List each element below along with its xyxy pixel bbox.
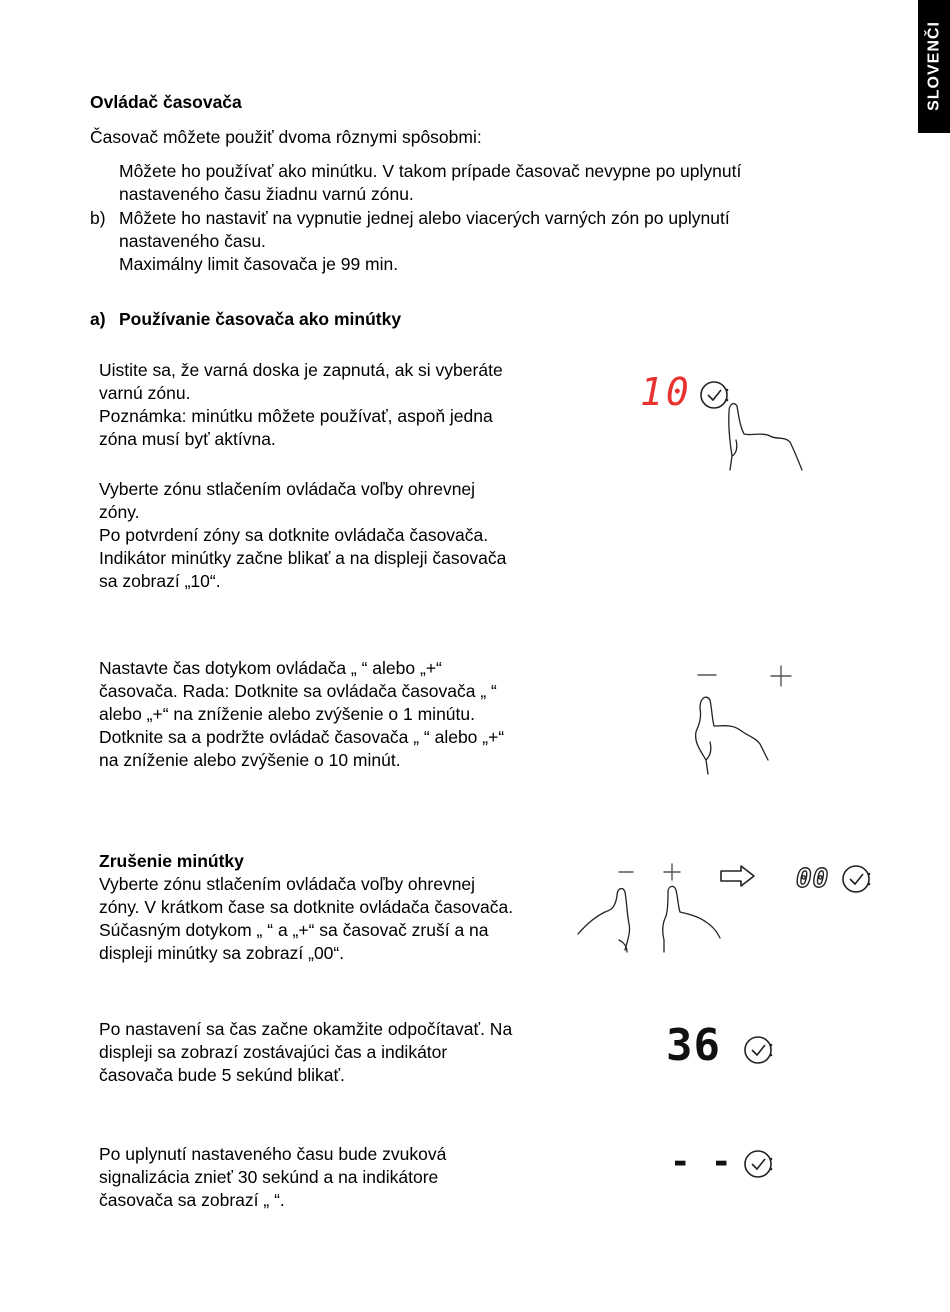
intro-text: Časovač môžete použiť dvoma rôznymi spôsobmi: xyxy=(90,127,482,147)
paragraph-line: na zníženie alebo zvýšenie o 10 minút. xyxy=(99,750,401,770)
paragraph-line: Súčasným dotykom „ “ a „+“ sa časovač zruší a na xyxy=(99,920,489,940)
minus-icon xyxy=(617,864,637,880)
pointing-hand-icon xyxy=(575,882,635,954)
paragraph-4 xyxy=(99,850,513,965)
paragraph-3 xyxy=(99,657,504,772)
paragraph-2 xyxy=(99,478,506,593)
paragraph-line: Nastavte čas dotykom ovládača „ “ alebo „+“ xyxy=(99,658,442,678)
paragraph-line: časovača sa zobrazí „ “. xyxy=(99,1190,285,1210)
paragraph-line: časovača. Rada: Dotknite sa ovládača časovača „ “ xyxy=(99,681,497,701)
paragraph-line: časovača bude 5 sekúnd blikať. xyxy=(99,1065,345,1085)
list-item-b xyxy=(119,207,730,276)
paragraph-1 xyxy=(99,359,503,451)
list-line: nastaveného času. xyxy=(119,231,266,251)
list-line: Môžete ho nastaviť na vypnutie jednej alebo viacerých varných zón po uplynutí xyxy=(119,208,730,228)
list-item-a xyxy=(119,160,741,206)
section-title: Používanie časovača ako minútky xyxy=(119,309,402,329)
display-digits: 10 xyxy=(640,370,692,414)
paragraph-line: Po nastavení sa čas začne okamžite odpočítavať. Na xyxy=(99,1019,513,1039)
language-tab xyxy=(918,0,950,133)
timer-display-36 xyxy=(666,1022,721,1070)
paragraph-line: zóny. V krátkom čase sa dotknite ovládača časovača. xyxy=(99,897,514,917)
list-marker-b: b) xyxy=(90,208,106,228)
display-digits: 00 xyxy=(796,864,830,894)
page-title: Ovládač časovača xyxy=(90,92,242,112)
pointing-hand-icon xyxy=(722,398,812,478)
timer-display-00 xyxy=(796,864,829,894)
subsection-title: Zrušenie minútky xyxy=(99,851,244,871)
paragraph-line: zóny. xyxy=(99,502,140,522)
paragraph-line: displeji minútky sa zobrazí „00“. xyxy=(99,943,345,963)
section-marker: a) xyxy=(90,309,106,329)
plus-icon xyxy=(769,664,793,688)
minus-icon xyxy=(696,665,720,685)
paragraph-line: displeji sa zobrazí zostávajúci čas a indikátor xyxy=(99,1042,448,1062)
timer-clock-icon xyxy=(742,1033,778,1069)
paragraph-6 xyxy=(99,1143,446,1212)
list-line: Môžete ho používať ako minútku. V takom prípade časovač nevypne po uplynutí xyxy=(119,161,742,181)
paragraph-line: Uistite sa, že varná doska je zapnutá, ak si vyberáte xyxy=(99,360,503,380)
paragraph-line: varnú zónu. xyxy=(99,383,191,403)
list-line: Maximálny limit časovača je 99 min. xyxy=(119,254,399,274)
language-tab-label: SLOVENČI xyxy=(925,21,943,111)
paragraph-line: Dotknite sa a podržte ovládač časovača „ “ alebo „+“ xyxy=(99,727,505,747)
timer-clock-icon xyxy=(742,1147,778,1183)
plus-icon xyxy=(662,862,682,882)
list-line: nastaveného času žiadnu varnú zónu. xyxy=(119,184,414,204)
paragraph-5 xyxy=(99,1018,512,1087)
display-digits: - - xyxy=(670,1142,732,1182)
paragraph-line: signalizácia znieť 30 sekúnd a na indikátore xyxy=(99,1167,439,1187)
paragraph-line: alebo „+“ na zníženie alebo zvýšenie o 1 minútu. xyxy=(99,704,475,724)
paragraph-line: sa zobrazí „10“. xyxy=(99,571,221,591)
paragraph-line: Vyberte zónu stlačením ovládača voľby ohrevnej xyxy=(99,479,476,499)
paragraph-line: Indikátor minútky začne blikať a na displeji časovača xyxy=(99,548,507,568)
pointing-hand-icon xyxy=(658,882,728,954)
timer-display-dashes xyxy=(670,1142,731,1182)
paragraph-line: Poznámka: minútku môžete používať, aspoň jedna xyxy=(99,406,493,426)
timer-clock-icon xyxy=(840,862,876,898)
right-arrow-icon xyxy=(719,864,757,888)
timer-display-10 xyxy=(640,372,692,412)
paragraph-line: Vyberte zónu stlačením ovládača voľby ohrevnej xyxy=(99,874,476,894)
paragraph-line: Po potvrdení zóny sa dotknite ovládača časovača. xyxy=(99,525,489,545)
paragraph-line: Po uplynutí nastaveného času bude zvuková xyxy=(99,1144,447,1164)
pointing-hand-icon xyxy=(690,690,775,780)
display-digits: 36 xyxy=(666,1020,721,1071)
paragraph-line: zóna musí byť aktívna. xyxy=(99,429,276,449)
